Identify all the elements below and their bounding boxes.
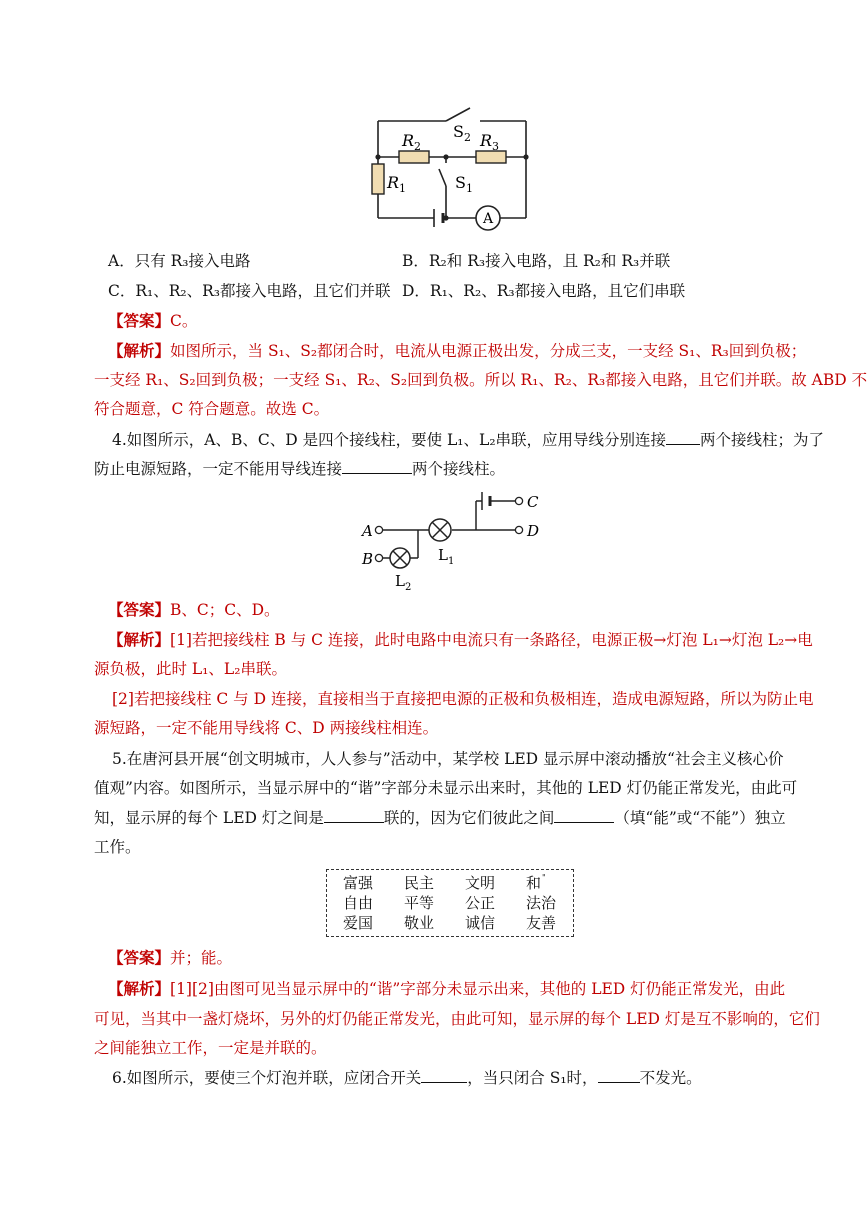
lamp-l2-label: L xyxy=(395,572,405,590)
grid-cell: 平等 xyxy=(404,894,435,912)
answer-q5 xyxy=(108,948,232,968)
analysis-tag: 【解析】 xyxy=(108,979,171,998)
question-text: 不发光。 xyxy=(639,1069,702,1087)
question-text: 知，显示屏的每个 LED 灯之间是 xyxy=(94,809,324,827)
svg-text:R2: $R_2$ xyxy=(402,131,422,153)
analysis-text: [1]若把接线柱 B 与 C 连接，此时电路中电流只有一条路径，电源正极→灯泡 L₁→灯泡 L₂→电 xyxy=(170,631,813,649)
question-text: 两个接线柱。 xyxy=(412,460,506,478)
circuit-diagram-q3 xyxy=(0,0,868,240)
lamp-l1-label: L xyxy=(438,546,448,564)
answer-blank[interactable] xyxy=(598,1068,640,1083)
svg-text:L2: $L_2$ xyxy=(395,572,412,593)
question-text: 6.如图所示，要使三个灯泡并联，应闭合开关 xyxy=(112,1069,422,1087)
ammeter-label: A xyxy=(482,211,494,227)
answer-blank[interactable] xyxy=(554,808,614,823)
analysis-tag: 【解析】 xyxy=(108,630,171,649)
answer-blank[interactable] xyxy=(342,459,412,474)
svg-text:L1: $L_1$ xyxy=(438,546,455,567)
analysis-text: [1][2]由图可见当显示屏中的“谐”字部分未显示出来，其他的 LED 灯仍能正常发光，由此 xyxy=(170,980,786,998)
grid-cell: 民主 xyxy=(404,874,435,892)
analysis-q5-line1 xyxy=(108,979,785,999)
option-a: A．只有 R₃接入电路 xyxy=(108,252,251,270)
question-text: （填“能”或“不能”）独立 xyxy=(614,809,786,827)
analysis-q5-line3: 之间能独立工作，一定是并联的。 xyxy=(94,1039,327,1057)
question-text: 两个接线柱；为了 xyxy=(700,431,825,449)
option-d: D．R₁、R₂、R₃都接入电路，且它们串联 xyxy=(402,282,686,300)
analysis-q4-line4: 源短路，一定不能用导线将 C、D 两接线柱相连。 xyxy=(94,719,439,737)
led-display-figure xyxy=(326,869,574,937)
r3-label: R xyxy=(480,131,493,150)
analysis-q3-line2: 一支经 R₁、S₂回到负极；一支经 S₁、R₂、S₂回到负极。所以 R₁、R₂、R₃都接入电路，且它们并联。故 ABD 不 xyxy=(94,371,868,389)
terminal-a-label: A xyxy=(362,522,373,540)
grid-cell: 和 xyxy=(526,874,542,892)
s1-label: S xyxy=(455,173,466,192)
grid-cell: 文明 xyxy=(465,874,496,892)
partial-character-mark: '' xyxy=(542,873,545,882)
question-4-line2 xyxy=(94,459,505,479)
r1-label: R xyxy=(387,173,400,192)
question-text: 4.如图所示，A、B、C、D 是四个接线柱，要使 L₁、L₂串联，应用导线分别连接 xyxy=(112,431,667,449)
analysis-q4-line3: [2]若把接线柱 C 与 D 连接，直接相当于直接把电源的正极和负极相连，造成电源短路，所以为防止电 xyxy=(112,690,814,708)
option-b: B．R₂和 R₃接入电路，且 R₂和 R₃并联 xyxy=(402,252,671,270)
grid-cell: 爱国 xyxy=(343,914,374,932)
r2-label: R xyxy=(402,131,415,150)
question-5-line2: 值观”内容。如图所示，当显示屏中的“谐”字部分未显示出来时，其他的 LED 灯仍能正常发光，由此可 xyxy=(94,779,798,797)
analysis-tag: 【解析】 xyxy=(108,341,171,360)
question-4-line1 xyxy=(112,430,824,450)
question-5-line3 xyxy=(94,808,786,828)
answer-text: C。 xyxy=(170,312,198,330)
question-text: ，当只闭合 S₁时， xyxy=(467,1069,598,1087)
grid-cell: 友善 xyxy=(526,914,557,932)
answer-text: B、C；C、D。 xyxy=(170,601,280,619)
analysis-text: 如图所示，当 S₁、S₂都闭合时，电流从电源正极出发，分成三支，一支经 S₁、R₃回到负极； xyxy=(170,342,807,360)
circuit-diagram-q4 xyxy=(0,486,868,596)
s2-label: S xyxy=(453,122,464,141)
svg-text:S1: $S_1$ xyxy=(455,173,473,195)
answer-tag: 【答案】 xyxy=(108,948,171,967)
analysis-q4-line1 xyxy=(108,630,813,650)
svg-text:S2: $S_2$ xyxy=(453,122,471,144)
question-text: 联的，因为它们彼此之间 xyxy=(383,809,555,827)
answer-blank[interactable] xyxy=(324,808,384,823)
grid-cell: 自由 xyxy=(343,894,374,912)
grid-cell: 诚信 xyxy=(465,914,496,932)
terminal-d-label: D xyxy=(527,522,540,540)
answer-text: 并；能。 xyxy=(170,949,233,967)
analysis-q4-line2: 源负极，此时 L₁、L₂串联。 xyxy=(94,660,287,678)
analysis-q3-line1 xyxy=(108,341,806,361)
option-c: C．R₁、R₂、R₃都接入电路，且它们并联 xyxy=(108,282,391,300)
svg-text:R1: $R_1$ xyxy=(387,173,407,195)
grid-cell: 敬业 xyxy=(404,914,435,932)
question-5-line4: 工作。 xyxy=(94,838,141,856)
question-6-line1 xyxy=(112,1068,702,1088)
question-5-line1: 5.在唐河县开展“创文明城市，人人参与”活动中，某学校 LED 显示屏中滚动播放“社会主义核心价 xyxy=(112,750,784,768)
answer-tag: 【答案】 xyxy=(108,311,171,330)
answer-q4 xyxy=(108,600,280,620)
answer-blank[interactable] xyxy=(666,430,700,445)
analysis-q5-line2: 可见，当其中一盏灯烧坏，另外的灯仍能正常发光，由此可知，显示屏的每个 LED 灯是互不影响的，它们 xyxy=(94,1010,820,1028)
question-text: 防止电源短路，一定不能用导线连接 xyxy=(94,460,343,478)
answer-q3 xyxy=(108,311,197,331)
answer-tag: 【答案】 xyxy=(108,600,171,619)
answer-blank[interactable] xyxy=(421,1068,467,1083)
terminal-c-label: C xyxy=(527,493,539,511)
svg-text:R3: $R_3$ xyxy=(480,131,500,153)
terminal-b-label: B xyxy=(362,550,374,568)
analysis-q3-line3: 符合题意，C 符合题意。故选 C。 xyxy=(94,400,330,418)
grid-cell: 富强 xyxy=(343,874,374,892)
grid-cell: 公正 xyxy=(465,894,496,912)
grid-cell: 法治 xyxy=(526,894,557,912)
